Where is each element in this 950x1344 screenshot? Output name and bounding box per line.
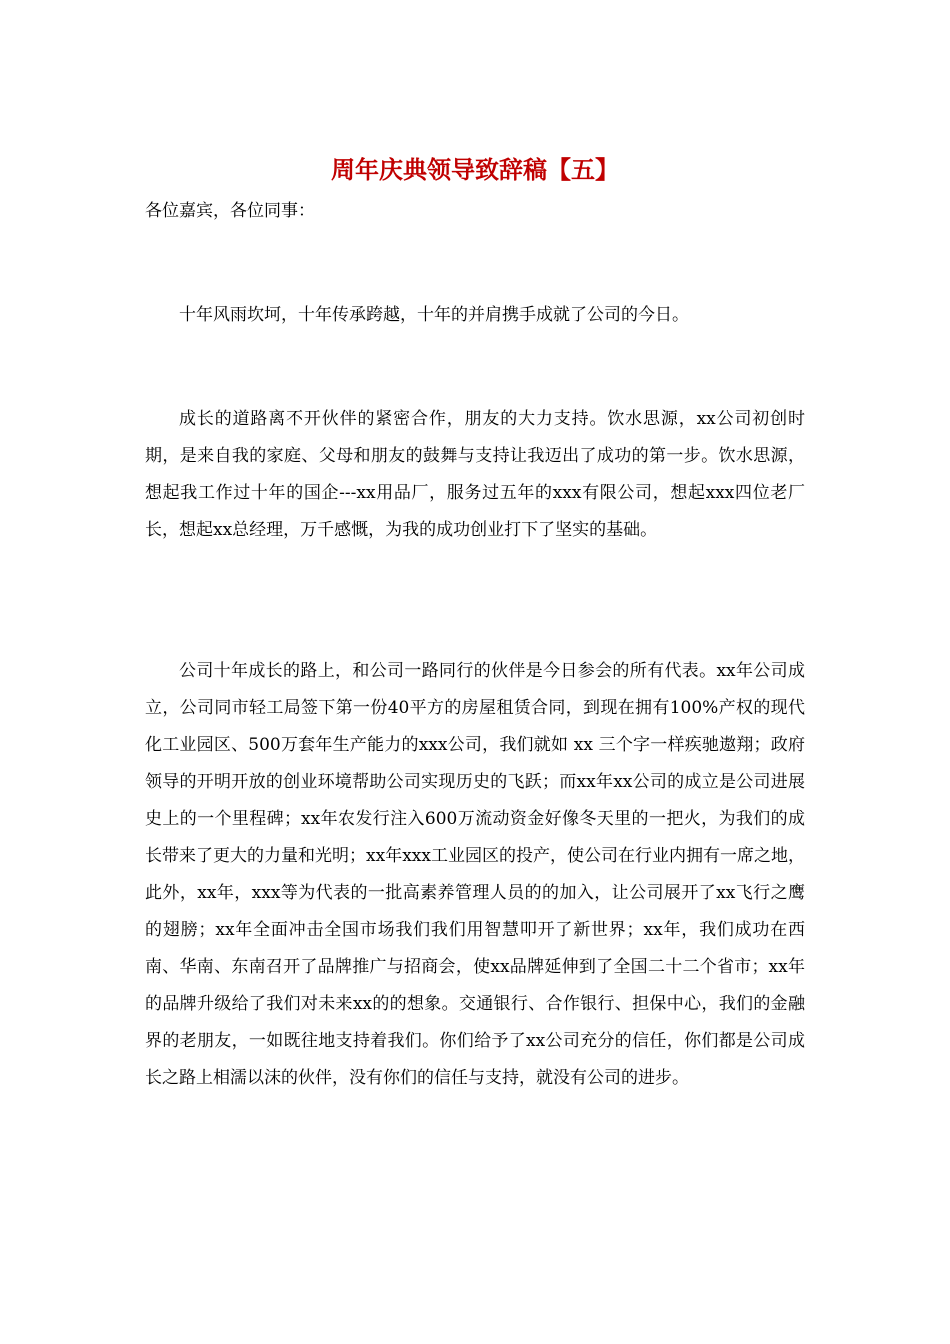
document-title: 周年庆典领导致辞稿【五】 bbox=[331, 155, 619, 184]
salutation: 各位嘉宾，各位同事： bbox=[145, 201, 315, 221]
paragraph-1: 十年风雨坎坷，十年传承跨越，十年的并肩携手成就了公司的今日。 bbox=[179, 305, 689, 325]
paragraph-3: 公司十年成长的路上，和公司一路同行的伙伴是今日参会的所有代表。xx年公司成立，公司同市轻工局签下第一份40平方的房屋租赁合同，到现在拥有100%产权的现代化工业园区、500万套年生产能力的xxx公司，我们就如 xx 三个字一样疾驰遨翔；政府领导的开明开放的创业环境帮助公司实现历史的飞跃；而xx年xx公司的成立是公司进展史上的一个里程碑；xx年农发行注入600万流动资金好像冬天里的一把火，为我们的成长带来了更大的力量和光明；xx年xxx工业园区的投产，使公司在行业内拥有一席之地，此外，xx年，xxx等为代表的一批高素养管理人员的的加入，让公司展开了xx飞行之鹰的翅膀；xx年全面冲击全国市场我们我们用智慧叩开了新世界；xx年，我们成功在西南、华南、东南召开了品牌推广与招商会，使xx品牌延伸到了全国二十二个省市；xx年的品牌升级给了我们对未来xx的的想象。交通银行、合作银行、担保中心，我们的金融界的老朋友，一如既往地支持着我们。你们给予了xx公司充分的信任，你们都是公司成长之路上相濡以沫的伙伴，没有你们的信任与支持，就没有公司的进步。 bbox=[145, 661, 805, 1088]
paragraph-2: 成长的道路离不开伙伴的紧密合作，朋友的大力支持。饮水思源，xx公司初创时期，是来自我的家庭、父母和朋友的鼓舞与支持让我迈出了成功的第一步。饮水思源，想起我工作过十年的国企---xx用品厂，服务过五年的xxx有限公司，想起xxx四位老厂长，想起xx总经理，万千感慨，为我的成功创业打下了坚实的基础。 bbox=[145, 409, 805, 540]
